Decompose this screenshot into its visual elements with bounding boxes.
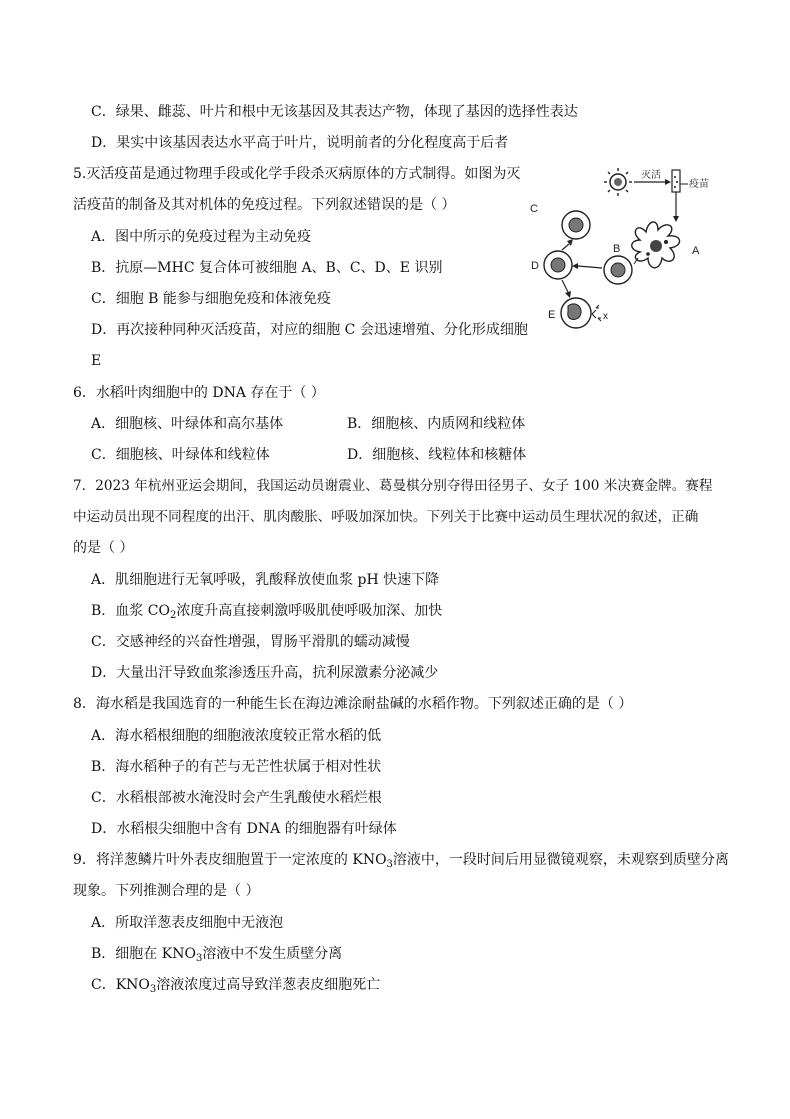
vaccine-label: 疫苗 [689,179,709,190]
virus-icon [604,168,632,196]
q5-option-d-cont: E [91,353,102,369]
q8-option-b: B．海水稻种子的有芒与无芒性状属于相对性状 [91,759,382,775]
q9-stem-line2: 现象。下列推测合理的是（ ） [73,883,260,899]
q8-option-a: A．海水稻根细胞的细胞液浓度较正常水稻的低 [91,728,382,744]
cell-d-label: D [531,260,539,272]
cell-c-icon [562,211,590,239]
q9-option-b: B．细胞在 $KNO_3$溶液中不发生质壁分离 [91,946,343,964]
cell-e-icon [561,298,591,328]
cell-b-icon [604,256,632,284]
cell-a-dendritic-icon [632,222,680,268]
q7-option-d: D．大量出汗导致血浆渗透压升高，抗利尿激素分泌减少 [91,665,439,681]
q5-option-b: B．抗原—MHC 复合体可被细胞 A、B、C、D、E 识别 [91,260,443,276]
cell-e-label: E [548,309,556,321]
q5-option-c: C．细胞 B 能参与细胞免疫和体液免疫 [91,291,331,307]
inactivate-label: 灭活 [641,170,661,181]
q9-option-c: C．$KNO_3$溶液浓度过高导致洋葱表皮细胞死亡 [91,977,381,995]
q7-stem-line2: 中运动员出现不同程度的出汗、肌肉酸胀、呼吸加深加快。下列关于比赛中运动员生理状况的叙述，正确 [73,509,699,525]
q7-option-c: C．交感神经的兴奋性增强，胃肠平滑肌的蠕动减慢 [91,634,410,650]
q7-option-a: A．肌细胞进行无氧呼吸，乳酸释放使血浆 pH 快速下降 [91,572,440,588]
q6-option-a: A．细胞核、叶绿体和高尔基体 [91,416,284,432]
q9-option-a: A．所取洋葱表皮细胞中无液泡 [91,915,284,931]
q4-option-d: D．果实中该基因表达水平高于叶片，说明前者的分化程度高于后者 [91,135,509,151]
q8-stem: 8．海水稻是我国选育的一种能生长在海边滩涂耐盐碱的水稻作物。下列叙述正确的是（ ） [73,696,633,712]
q7-stem-line3: 的是（ ） [73,540,134,556]
q6-option-c: C．细胞核、叶绿体和线粒体 [91,447,270,463]
cell-c-label: C [530,203,538,215]
q4-option-c: C．绿果、雌蕊、叶片和根中无该基因及其表达产物，体现了基因的选择性表达 [91,104,578,120]
q5-option-a: A．图中所示的免疫过程为主动免疫 [91,229,312,245]
q8-option-d: D．水稻根尖细胞中含有 DNA 的细胞器有叶绿体 [91,821,397,837]
cell-d-icon [544,251,572,279]
immune-process-diagram [520,162,730,342]
q6-stem: 6．水稻叶肉细胞中的 DNA 存在于（ ） [73,385,325,401]
q5-stem-line1: 5.灭活疫苗是通过物理手段或化学手段杀灭病原体的方式制得。如图为灭 [73,166,521,182]
q6-option-d: D．细胞核、线粒体和核糖体 [347,447,527,463]
q7-stem-line1: 7．2023 年杭州亚运会期间，我国运动员谢震业、葛曼棋分别夺得田径男子、女子 100 米决赛金牌。赛程 [73,478,713,494]
q6-option-b: B．细胞核、内质网和线粒体 [347,416,526,432]
q9-stem-line1: 9．将洋葱鳞片叶外表皮细胞置于一定浓度的 $KNO_3$溶液中，一段时间后用显微镜观察，未观察到质壁分离 [73,852,729,870]
antibody-icon [592,305,601,321]
q7-option-b: B．血浆 $CO_2$浓度升高直接刺激呼吸肌使呼吸加深、加快 [91,603,443,621]
cell-a-label: A [692,245,700,257]
cell-b-label: B [613,243,621,255]
q5-option-d: D．再次接种同种灭活疫苗，对应的细胞 C 会迅速增殖、分化形成细胞 [91,322,528,338]
antigen-x-label: x [603,311,608,322]
vaccine-tube-icon [672,170,688,222]
q5-stem-line2: 活疫苗的制备及其对机体的免疫过程。下列叙述错误的是（ ） [73,197,456,213]
q8-option-c: C．水稻根部被水淹没时会产生乳酸使水稻烂根 [91,790,382,806]
